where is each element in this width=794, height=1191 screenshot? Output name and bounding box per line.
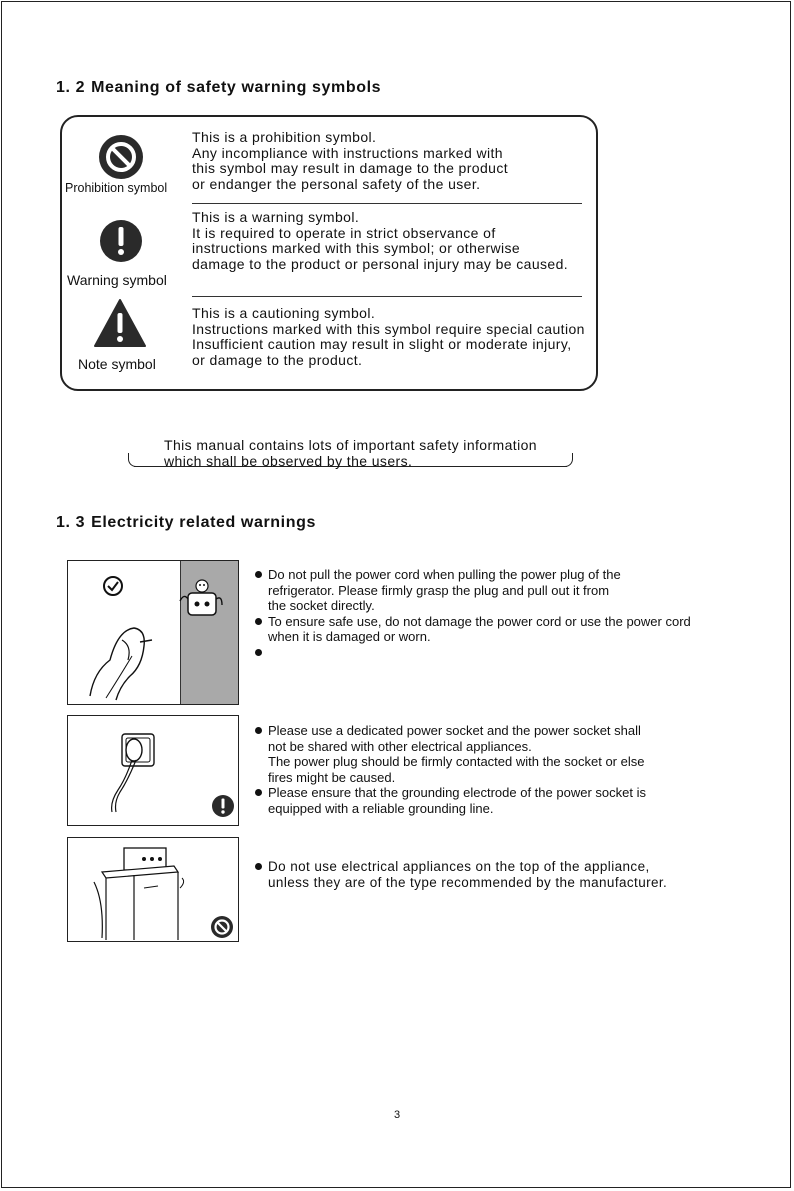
bullets-dedicated-socket [254, 723, 646, 817]
bullet-dot-icon [255, 863, 262, 870]
description-line: Insufficient caution may result in slight or moderate injury, [192, 336, 572, 353]
pull-plug-illustration [67, 560, 239, 705]
bullet-line: To ensure safe use, do not damage the power cord or use the power cord [268, 613, 691, 629]
safety-notice [128, 437, 573, 471]
description-line: damage to the product or personal injury may be caused. [192, 256, 569, 273]
description-line: It is required to operate in strict observance of [192, 224, 496, 241]
bullets-pull-plug [254, 567, 691, 661]
prohibition-symbol-label: Prohibition symbol [65, 181, 168, 195]
bullet-line: unless they are of the type recommended by the manufacturer. [268, 874, 668, 890]
fridge-with-appliance-icon [82, 842, 202, 942]
prohibition-description [192, 130, 508, 193]
description-line: This is a cautioning symbol. [192, 305, 376, 321]
section-title: Electricity related warnings [91, 514, 316, 531]
section-number: 1. 3 [56, 514, 86, 531]
safety-symbols-box [60, 115, 598, 391]
notice-bracket-left [128, 453, 136, 467]
notice-bracket-right [565, 453, 573, 467]
notice-line: which shall be observed by the users. [164, 453, 413, 469]
bullet-line: when it is damaged or worn. [268, 629, 431, 645]
description-line: or damage to the product. [192, 352, 363, 369]
wall-socket-plug-icon [98, 730, 168, 815]
note-symbol-label: Note symbol [78, 356, 156, 372]
description-line: This is a prohibition symbol. [192, 129, 377, 145]
caution-triangle-icon [93, 298, 147, 348]
section-heading-symbols [56, 79, 381, 97]
bullet-line: equipped with a reliable grounding line. [268, 800, 494, 816]
bullets-appliance-on-top [254, 859, 667, 890]
prohibition-icon [210, 915, 234, 939]
bullet-line: Do not pull the power cord when pulling the power plug of the [268, 567, 621, 582]
section-number: 1. 2 [56, 79, 86, 96]
bullet-line: Please use a dedicated power socket and the power socket shall [268, 723, 641, 738]
page-number: 3 [393, 1109, 401, 1121]
separator-line [192, 203, 582, 204]
separator-line [192, 296, 582, 297]
dedicated-socket-illustration [67, 715, 239, 826]
caution-description [192, 306, 585, 369]
bullet-item [254, 723, 646, 785]
description-line: Instructions marked with this symbol require special caution [192, 320, 585, 337]
appliance-on-top-illustration [67, 837, 239, 942]
bullet-line: fires might be caused. [268, 769, 396, 785]
prohibition-icon [96, 132, 146, 182]
hand-holding-plug-icon [80, 616, 170, 701]
bullet-line: not be shared with other electrical appliances. [268, 738, 532, 754]
warning-description [192, 210, 568, 273]
section-heading-electricity [56, 514, 316, 532]
section-title: Meaning of safety warning symbols [91, 79, 382, 96]
notice-text [164, 437, 537, 469]
bullet-line: The power plug should be firmly contacted with the socket or else [268, 754, 645, 770]
bullet-line: the socket directly. [268, 598, 375, 614]
warning-icon [98, 218, 144, 264]
notice-line: This manual contains lots of important safety information [164, 437, 537, 453]
bullet-line: Please ensure that the grounding electrode of the power socket is [268, 785, 646, 801]
bullet-line: refrigerator. Please firmly grasp the plug and pull out it from [268, 582, 610, 598]
bullet-item [254, 785, 646, 816]
bullet-item [254, 645, 691, 661]
bullet-dot-icon [255, 727, 262, 734]
bullet-dot-icon [255, 618, 262, 625]
bullet-dot-icon [255, 789, 262, 796]
warning-symbol-label: Warning symbol [67, 272, 167, 288]
description-line: This is a warning symbol. [192, 209, 360, 225]
bullet-item [254, 859, 667, 890]
bullet-dot-icon [255, 649, 262, 656]
description-line: Any incompliance with instructions marked with [192, 144, 503, 161]
socket-character-icon [176, 579, 226, 619]
correct-check-icon [102, 575, 124, 597]
bullet-line: Do not use electrical appliances on the top of the appliance, [268, 859, 650, 874]
warning-icon [211, 794, 235, 818]
description-line: instructions marked with this symbol; or otherwise [192, 240, 521, 257]
description-line: this symbol may result in damage to the product [192, 160, 509, 177]
description-line: or endanger the personal safety of the user. [192, 176, 481, 193]
bullet-dot-icon [255, 571, 262, 578]
bullet-item [254, 567, 691, 614]
bullet-item [254, 614, 691, 645]
